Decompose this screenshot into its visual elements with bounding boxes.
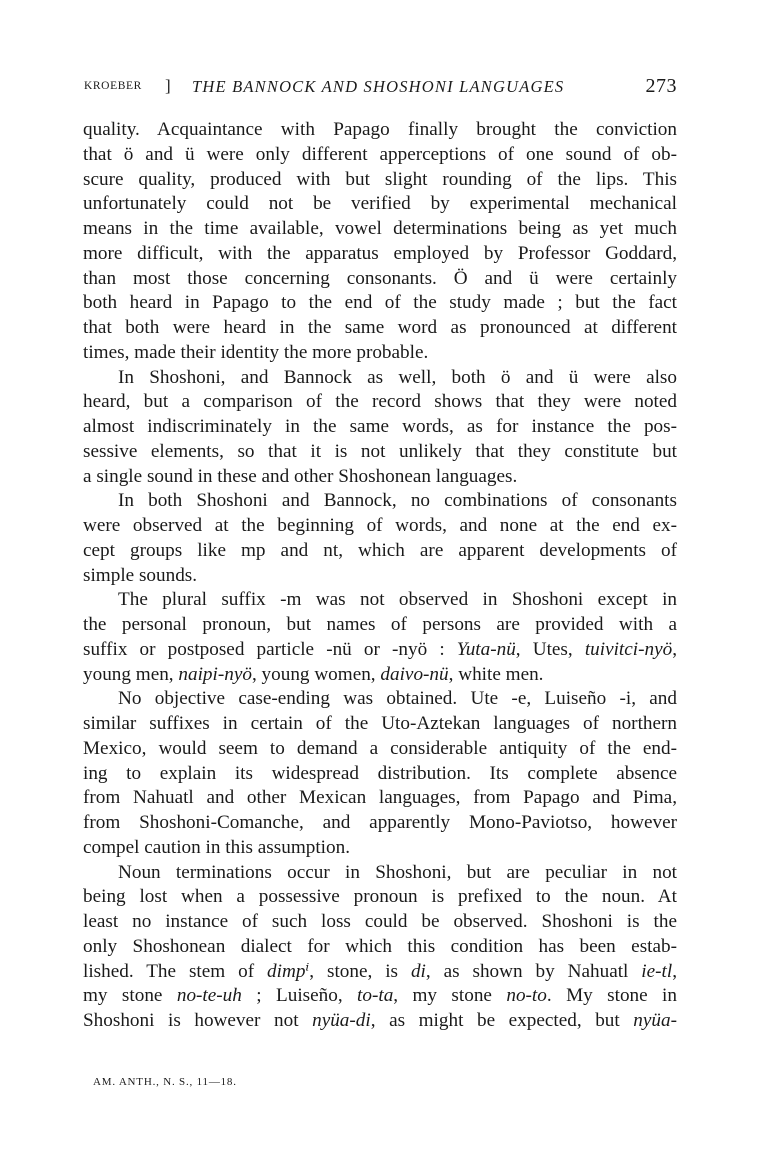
- text-run: , my stone: [393, 985, 507, 1007]
- text-run: cept groups like mp and nt, which are apparent developments of: [83, 539, 677, 561]
- text-line: [83, 935, 677, 960]
- text-run: ing to explain its widespread distribution. Its complete absence: [83, 762, 677, 784]
- text-run: simple sounds.: [83, 564, 198, 586]
- text-run: In both Shoshoni and Bannock, no combinations of consonants: [118, 490, 677, 512]
- text-line: [83, 984, 677, 1009]
- text-run: similar suffixes in certain of the Uto-Aztekan languages of northern: [83, 713, 677, 734]
- text-run: compel caution in this assumption.: [83, 836, 350, 858]
- running-head: [83, 74, 677, 100]
- text-line: [83, 910, 677, 935]
- text-run: , as shown by Nahuatl: [425, 960, 642, 982]
- text-run: were observed at the beginning of words, and none at the end ex-: [83, 515, 677, 536]
- text-run: almost indiscriminately in the same words, as for instance the pos-: [83, 416, 677, 437]
- text-line: [83, 1009, 677, 1034]
- text-line: [83, 786, 677, 811]
- italic-term: to-ta: [357, 985, 394, 1007]
- text-run: the personal pronoun, but names of persons are provided with a: [83, 614, 677, 635]
- text-line: [83, 613, 677, 638]
- text-run: from Shoshoni-Comanche, and apparently Mono-Paviotso, however: [83, 812, 677, 833]
- signature-mark: AM. ANTH., N. S., 11—18.: [93, 1076, 237, 1088]
- paragraph: [83, 118, 677, 366]
- text-run: from Nahuatl and other Mexican languages, from Papago and Pima,: [83, 787, 677, 809]
- text-run: scure quality, produced with but slight rounding of the lips. This: [83, 168, 677, 190]
- text-line: [83, 564, 677, 589]
- body-text: [83, 118, 677, 1034]
- text-run: both heard in Papago to the end of the study made ; but the fact: [83, 292, 677, 314]
- text-run: , Utes,: [515, 638, 585, 660]
- text-run: lished. The stem of: [83, 960, 268, 982]
- text-line: [83, 885, 677, 910]
- document-page: [83, 0, 677, 1168]
- text-run: heard, but a comparison of the record shows that they were noted: [83, 391, 677, 413]
- text-run: means in the time available, vowel determinations being as yet much: [83, 218, 677, 239]
- paragraph: [83, 588, 677, 687]
- italic-term: nyüa-: [633, 1010, 677, 1031]
- text-run: unfortunately could not be verified by experimental mechanical: [83, 193, 677, 215]
- italic-term: nyüa-di: [312, 1010, 371, 1031]
- text-run: , young women,: [251, 663, 381, 685]
- page-number: 273: [645, 75, 677, 97]
- text-line: [83, 440, 677, 465]
- text-run: , as might be expected, but: [370, 1010, 634, 1031]
- text-line: [83, 712, 677, 737]
- text-line: [83, 217, 677, 242]
- text-run: ; Luiseño,: [241, 985, 358, 1007]
- text-line: [83, 861, 677, 886]
- text-line: [83, 267, 677, 292]
- text-line: [83, 737, 677, 762]
- text-run: only Shoshonean dialect for which this condition has been estab-: [83, 935, 677, 957]
- text-run: No objective case-ending was obtained. Ute -e, Luiseño -i, and: [118, 688, 677, 710]
- text-run: quality. Acquaintance with Papago finally brought the conviction: [83, 119, 677, 140]
- text-line: [83, 465, 677, 490]
- text-run: times, made their identity the more probable.: [83, 341, 429, 363]
- text-run: In Shoshoni, and Bannock as well, both ö and ü were also: [118, 366, 677, 388]
- text-run: my stone: [83, 985, 177, 1007]
- text-line: [83, 489, 677, 514]
- text-run: , white men.: [448, 663, 544, 685]
- paragraph: [83, 687, 677, 860]
- text-line: [83, 316, 677, 341]
- text-line: [83, 192, 677, 217]
- text-run: , stone, is: [309, 960, 411, 982]
- text-run: more difficult, with the apparatus employed by Professor Goddard,: [83, 242, 677, 264]
- text-run: young men,: [83, 663, 179, 685]
- text-line: [83, 366, 677, 391]
- italic-term: daivo-nü: [380, 663, 449, 685]
- text-line: [83, 415, 677, 440]
- text-run: ,: [672, 960, 677, 982]
- text-line: [83, 291, 677, 316]
- text-line: [83, 390, 677, 415]
- text-run: Mexico, would seem to demand a considerable antiquity of the end-: [83, 737, 677, 759]
- text-run: Shoshoni is however not: [83, 1010, 313, 1031]
- text-line: [83, 539, 677, 564]
- italic-term: naipi-nyö: [178, 663, 252, 685]
- text-run: a single sound in these and other Shoshonean languages.: [83, 465, 518, 487]
- italic-term: tuivitci-nyö: [584, 638, 673, 660]
- text-run: . My stone in: [546, 985, 677, 1007]
- italic-term: di: [410, 960, 426, 982]
- text-run: suffix or postposed particle -nü or -nyö :: [83, 638, 457, 660]
- text-line: [83, 143, 677, 168]
- text-line: [83, 118, 677, 143]
- text-run: than most those concerning consonants. Ö and ü were certainly: [83, 267, 677, 289]
- text-run: Noun terminations occur in Shoshoni, but are peculiar in not: [118, 861, 677, 883]
- text-line: [83, 588, 677, 613]
- text-line: [83, 638, 677, 663]
- paragraph: [83, 861, 677, 1034]
- text-run: ,: [672, 638, 677, 660]
- text-line: [83, 687, 677, 712]
- italic-term: no-to: [506, 985, 547, 1007]
- paragraph: [83, 489, 677, 588]
- text-run: being lost when a possessive pronoun is prefixed to the noun. At: [83, 886, 677, 908]
- running-head-title: THE BANNOCK AND SHOSHONI LANGUAGES: [192, 77, 565, 96]
- text-line: [83, 811, 677, 836]
- text-run: that ö and ü were only different apperceptions of one sound of ob-: [83, 143, 677, 165]
- text-line: [83, 242, 677, 267]
- paragraph: [83, 366, 677, 490]
- text-line: [83, 960, 677, 985]
- text-line: [83, 663, 677, 688]
- italic-term: no-te-uh: [176, 985, 242, 1007]
- text-line: [83, 168, 677, 193]
- text-line: [83, 514, 677, 539]
- italic-term: Yuta-nü: [456, 638, 516, 660]
- text-run: The plural suffix -m was not observed in Shoshoni except in: [118, 589, 677, 611]
- text-line: [83, 762, 677, 787]
- text-line: [83, 341, 677, 366]
- running-head-author: KROEBER: [84, 80, 142, 92]
- italic-term: dimpⁱ: [267, 960, 310, 982]
- text-line: [83, 836, 677, 861]
- italic-term: ie-tl: [641, 960, 673, 982]
- text-run: least no instance of such loss could be observed. Shoshoni is the: [83, 911, 677, 932]
- text-run: that both were heard in the same word as pronounced at different: [83, 317, 677, 338]
- running-head-bracket: ]: [165, 76, 171, 95]
- text-run: sessive elements, so that it is not unlikely that they constitute but: [83, 440, 677, 462]
